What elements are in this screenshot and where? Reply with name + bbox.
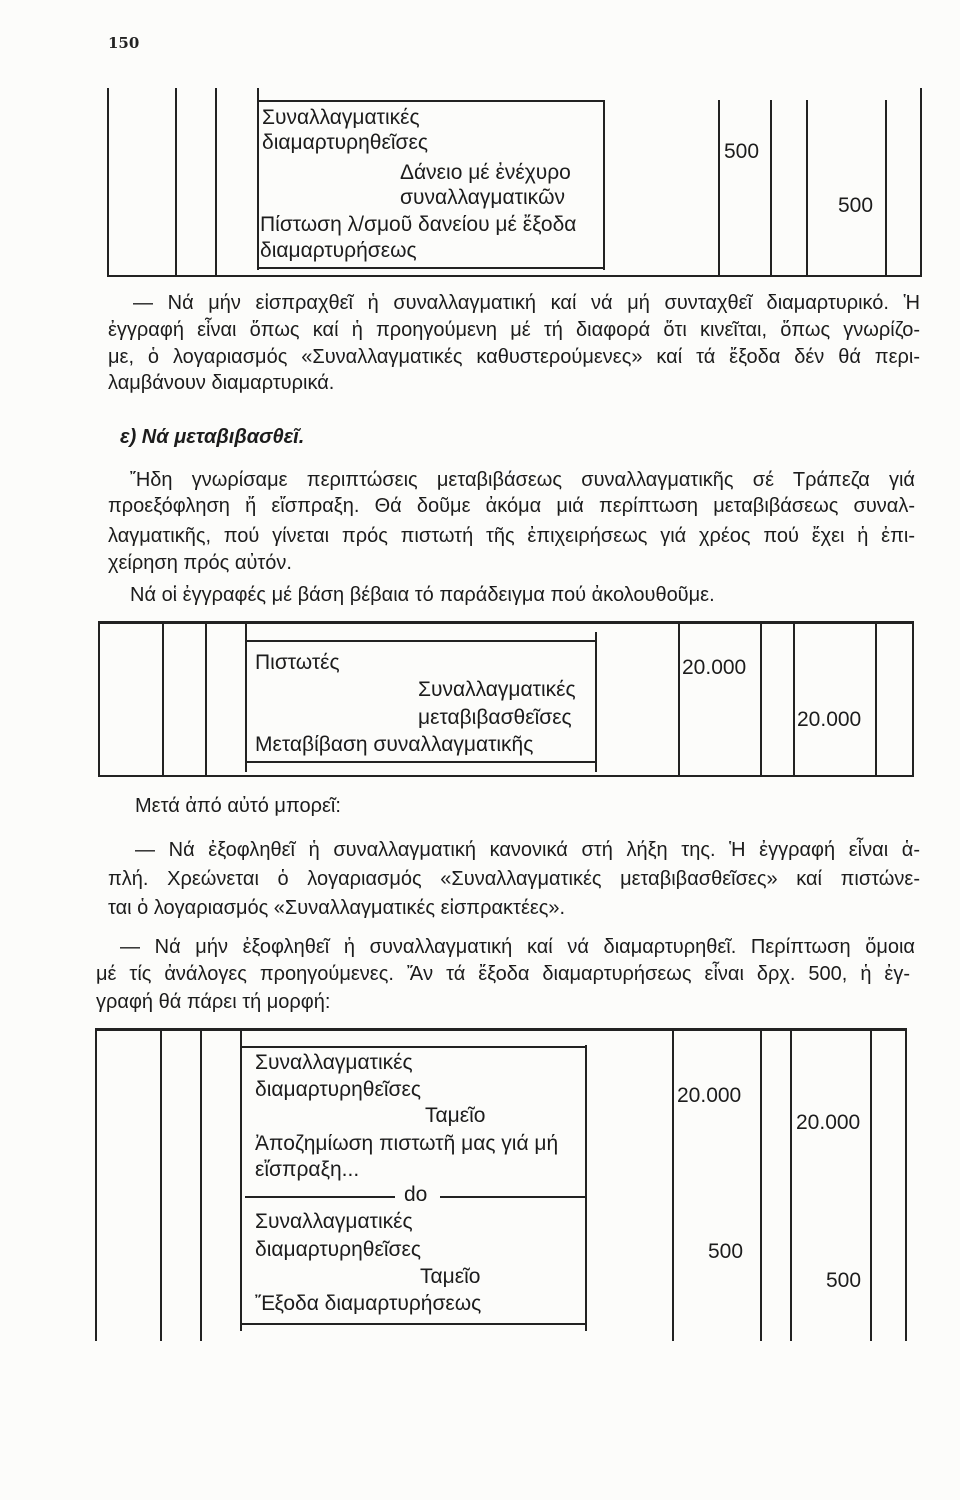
credit-amount: 20.000 bbox=[796, 1111, 861, 1134]
text-line: γραφή θά πάρει τή μορφή: bbox=[96, 991, 331, 1013]
column-rule bbox=[885, 100, 887, 277]
narration-line: Πίστωση λ/σμοῦ δανείου μέ ἔξοδα bbox=[260, 213, 577, 236]
text-line: προεξόφληση ἤ εἴσπραξη. Θά δοῦμε ἀκόμα μιά περίπτωση μεταβιβάσεως συναλ- bbox=[108, 495, 915, 517]
entries-lead-line: Νά οἱ ἐγγραφές μέ βάση βέβαια τό παράδειγμα πού ἀκολουθοῦμε. bbox=[130, 584, 715, 606]
after-transfer-line: Μετά ἀπό αὐτό μπορεῖ: bbox=[135, 795, 341, 817]
entry-bottom-rule bbox=[245, 761, 595, 763]
text-line: μέ τίς ἀνάλογες προηγούμενες. Ἄν τά ἔξοδα διαμαρτυρήσεως εἶναι δρχ. 500, ἡ ἐγ- bbox=[96, 963, 910, 985]
entry-top-rule bbox=[240, 1046, 585, 1048]
column-rule bbox=[245, 622, 247, 772]
column-rule bbox=[162, 622, 164, 777]
entry-bottom-rule bbox=[257, 267, 603, 269]
separator-rule-left bbox=[245, 1196, 395, 1198]
column-rule bbox=[790, 1029, 792, 1341]
debit-account-line: Πιστωτές bbox=[255, 651, 340, 674]
debit-account-line: Συναλλαγματικές bbox=[255, 1051, 413, 1074]
narration-line: Μεταβίβαση συναλλαγματικῆς bbox=[255, 733, 534, 756]
text-line: λαμβάνουν διαμαρτυρικά. bbox=[108, 372, 335, 394]
table-bottom-rule bbox=[98, 775, 914, 777]
debit-account-line: διαμαρτυρηθεῖσες bbox=[255, 1238, 421, 1261]
column-rule bbox=[98, 622, 100, 777]
column-rule bbox=[585, 1045, 587, 1331]
text-line: — Νά ἐξοφληθεῖ ἡ συναλλαγματική κανονικά στή λήξη της. Ἡ ἐγγραφή εἶναι ἁ- bbox=[135, 839, 920, 861]
column-rule bbox=[595, 632, 597, 772]
text-line: Ἤδη γνωρίσαμε περιπτώσεις μεταβιβάσεως συναλλαγματικῆς σέ Τράπεζα γιά bbox=[130, 469, 915, 491]
text-line: πλή. Χρεώνεται ὁ λογαριασμός «Συναλλαγματικές μεταβιβασθεῖσες» καί πιστώνε- bbox=[108, 868, 920, 890]
column-rule bbox=[672, 1029, 674, 1341]
column-rule bbox=[760, 622, 762, 777]
column-rule bbox=[257, 88, 259, 270]
table-bottom-rule bbox=[107, 275, 922, 277]
column-rule bbox=[770, 100, 772, 277]
text-line: ται ὁ λογαριασμός «Συναλλαγματικές εἰσπρακτέες». bbox=[108, 897, 566, 919]
debit-account-line: διαμαρτυρηθεῖσες bbox=[262, 131, 428, 154]
credit-account-line: Συναλλαγματικές bbox=[418, 678, 576, 701]
entry-bottom-rule bbox=[240, 1323, 585, 1325]
text-line: ἐγγραφή εἶναι ὅπως καί ἡ προηγούμενη μέ τή διαφορά ὅτι κινεῖται, ὅπως γνωρίζο- bbox=[108, 319, 920, 341]
column-rule bbox=[200, 1029, 202, 1341]
narration-line: Ἀποζημίωση πιστωτῆ μας γιά μή bbox=[255, 1132, 559, 1155]
column-rule bbox=[240, 1029, 242, 1331]
column-rule bbox=[603, 100, 605, 270]
debit-amount: 20.000 bbox=[682, 656, 747, 679]
page-number: 150 bbox=[108, 34, 140, 52]
column-rule bbox=[905, 1029, 907, 1341]
debit-account-line: Συναλλαγματικές bbox=[255, 1210, 413, 1233]
separator-rule-right bbox=[440, 1196, 585, 1198]
credit-account-line: Ταμεῖο bbox=[425, 1104, 486, 1127]
column-rule bbox=[215, 88, 217, 277]
debit-account-line: διαμαρτυρηθεῖσες bbox=[255, 1078, 421, 1101]
debit-account-line: Συναλλαγματικές bbox=[262, 106, 420, 129]
text-line: — Νά μήν ἐξοφληθεῖ ἡ συναλλαγματική καί νά διαμαρτυρηθεῖ. Περίπτωση ὅμοια bbox=[120, 936, 915, 958]
column-rule bbox=[205, 622, 207, 777]
text-line: χείρηση πρός αὐτόν. bbox=[108, 552, 292, 574]
text-line: με, ὁ λογαριασμός «Συναλλαγματικές καθυστερούμενες» καί τά ἔξοδα δέν θά περι- bbox=[108, 346, 920, 368]
narration-line: εἴσπραξη... bbox=[255, 1158, 360, 1181]
column-rule bbox=[760, 1029, 762, 1341]
column-rule bbox=[678, 622, 680, 777]
text-line: — Νά μήν εἰσπραχθεῖ ἡ συναλλαγματική καί νά μή συνταχθεῖ διαμαρτυρικό. Ἡ bbox=[133, 292, 920, 314]
credit-account-line: Ταμεῖο bbox=[420, 1265, 481, 1288]
column-rule bbox=[912, 622, 914, 777]
credit-account-line: μεταβιβασθεῖσες bbox=[418, 706, 572, 729]
debit-amount: 500 bbox=[724, 140, 760, 163]
column-rule bbox=[107, 88, 109, 277]
column-rule bbox=[793, 622, 795, 777]
table-top-rule bbox=[98, 621, 914, 624]
column-rule bbox=[175, 88, 177, 277]
column-rule bbox=[875, 622, 877, 777]
debit-amount: 500 bbox=[708, 1240, 744, 1263]
column-rule bbox=[95, 1029, 97, 1341]
credit-amount: 20.000 bbox=[797, 708, 862, 731]
narration-line: Ἔξοδα διαμαρτυρήσεως bbox=[255, 1292, 482, 1315]
credit-account-line: συναλλαγματικῶν bbox=[400, 186, 566, 209]
section-heading: ε) Νά μεταβιβασθεῖ. bbox=[120, 426, 305, 448]
credit-account-line: Δάνειο μέ ἐνέχυρο bbox=[400, 161, 571, 184]
column-rule bbox=[920, 88, 922, 277]
text-line: λαγματικῆς, πού γίνεται πρός πιστωτή τῆς ἐπιχειρήσεως γιά χρέος πού ἔχει ἡ ἐπι- bbox=[108, 525, 915, 547]
debit-amount: 20.000 bbox=[677, 1084, 742, 1107]
column-rule bbox=[870, 1029, 872, 1341]
credit-amount: 500 bbox=[826, 1269, 862, 1292]
column-rule bbox=[806, 100, 808, 277]
table-top-rule bbox=[95, 1028, 907, 1031]
entry-top-rule bbox=[245, 640, 595, 642]
ditto-separator: do bbox=[404, 1183, 428, 1206]
narration-line: διαμαρτυρήσεως bbox=[260, 239, 417, 262]
column-rule bbox=[718, 100, 720, 277]
column-rule bbox=[160, 1029, 162, 1341]
entry-top-rule bbox=[257, 100, 603, 102]
credit-amount: 500 bbox=[838, 194, 874, 217]
